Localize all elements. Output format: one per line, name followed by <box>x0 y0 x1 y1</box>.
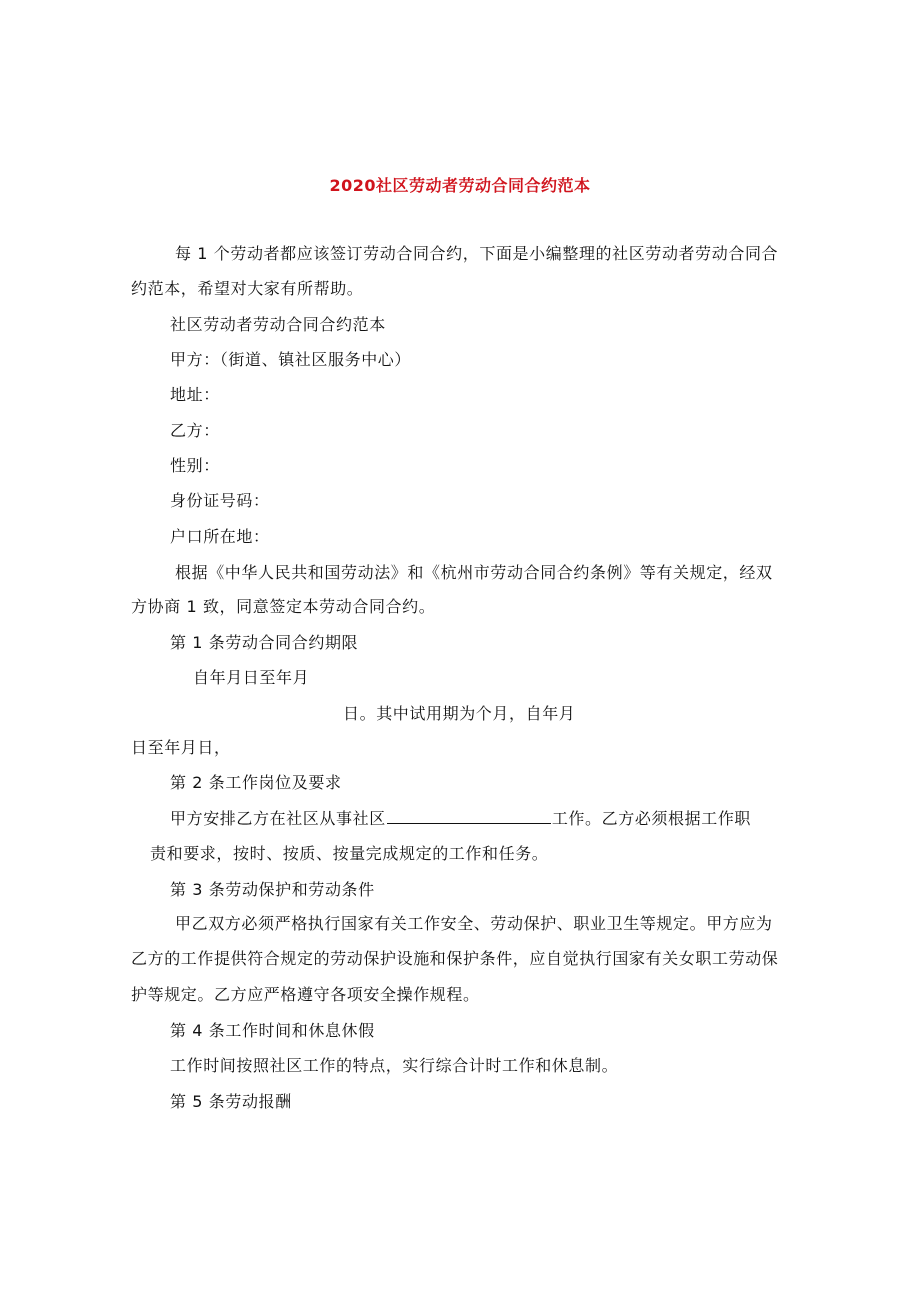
id-number-field: 身份证号码： <box>170 491 270 510</box>
intro-line-2: 约范本，希望对大家有所帮助。 <box>131 279 364 298</box>
article-1-line-3: 日至年月日， <box>131 738 231 757</box>
address-field: 地址： <box>170 385 220 404</box>
article-4-heading: 第 4 条工作时间和休息休假 <box>170 1021 375 1040</box>
gender-field: 性别： <box>170 456 220 475</box>
fill-in-blank <box>387 809 551 824</box>
basis-line-1: 根据《中华人民共和国劳动法》和《杭州市劳动合同合约条例》等有关规定，经双 <box>175 563 773 582</box>
article-2-line-1 <box>170 809 751 829</box>
intro-line-1: 每 1 个劳动者都应该签订劳动合同合约，下面是小编整理的社区劳动者劳动合同合 <box>175 244 779 263</box>
article-5-heading: 第 5 条劳动报酬 <box>170 1092 292 1111</box>
basis-line-2: 方协商 1 致，同意签定本劳动合同合约。 <box>131 597 436 616</box>
party-a-field: 甲方：（街道、镇社区服务中心） <box>170 350 412 369</box>
doc-heading: 社区劳动者劳动合同合约范本 <box>170 315 386 334</box>
article-3-line-3: 护等规定。乙方应严格遵守各项安全操作规程。 <box>131 985 480 1004</box>
article-2-line-2: 责和要求，按时、按质、按量完成规定的工作和任务。 <box>150 844 549 863</box>
article-2-line-1-after: 工作。乙方必须根据工作职 <box>551 809 752 828</box>
article-2-heading: 第 2 条工作岗位及要求 <box>170 773 342 792</box>
household-field: 户口所在地： <box>170 527 270 546</box>
article-1-heading: 第 1 条劳动合同合约期限 <box>170 633 359 652</box>
article-3-line-2: 乙方的工作提供符合规定的劳动保护设施和保护条件，应自觉执行国家有关女职工劳动保 <box>131 949 779 968</box>
article-4-line-1: 工作时间按照社区工作的特点，实行综合计时工作和休息制。 <box>170 1056 619 1075</box>
article-3-heading: 第 3 条劳动保护和劳动条件 <box>170 880 375 899</box>
article-1-line-2: 日。其中试用期为个月，自年月 <box>343 704 576 723</box>
article-3-line-1: 甲乙双方必须严格执行国家有关工作安全、劳动保护、职业卫生等规定。甲方应为 <box>175 914 773 933</box>
party-b-field: 乙方： <box>170 421 220 440</box>
article-1-line-1: 自年月日至年月 <box>193 668 310 687</box>
document-title: 2020社区劳动者劳动合同合约范本 <box>329 176 591 195</box>
article-2-line-1-before: 甲方安排乙方在社区从事社区 <box>170 809 386 828</box>
